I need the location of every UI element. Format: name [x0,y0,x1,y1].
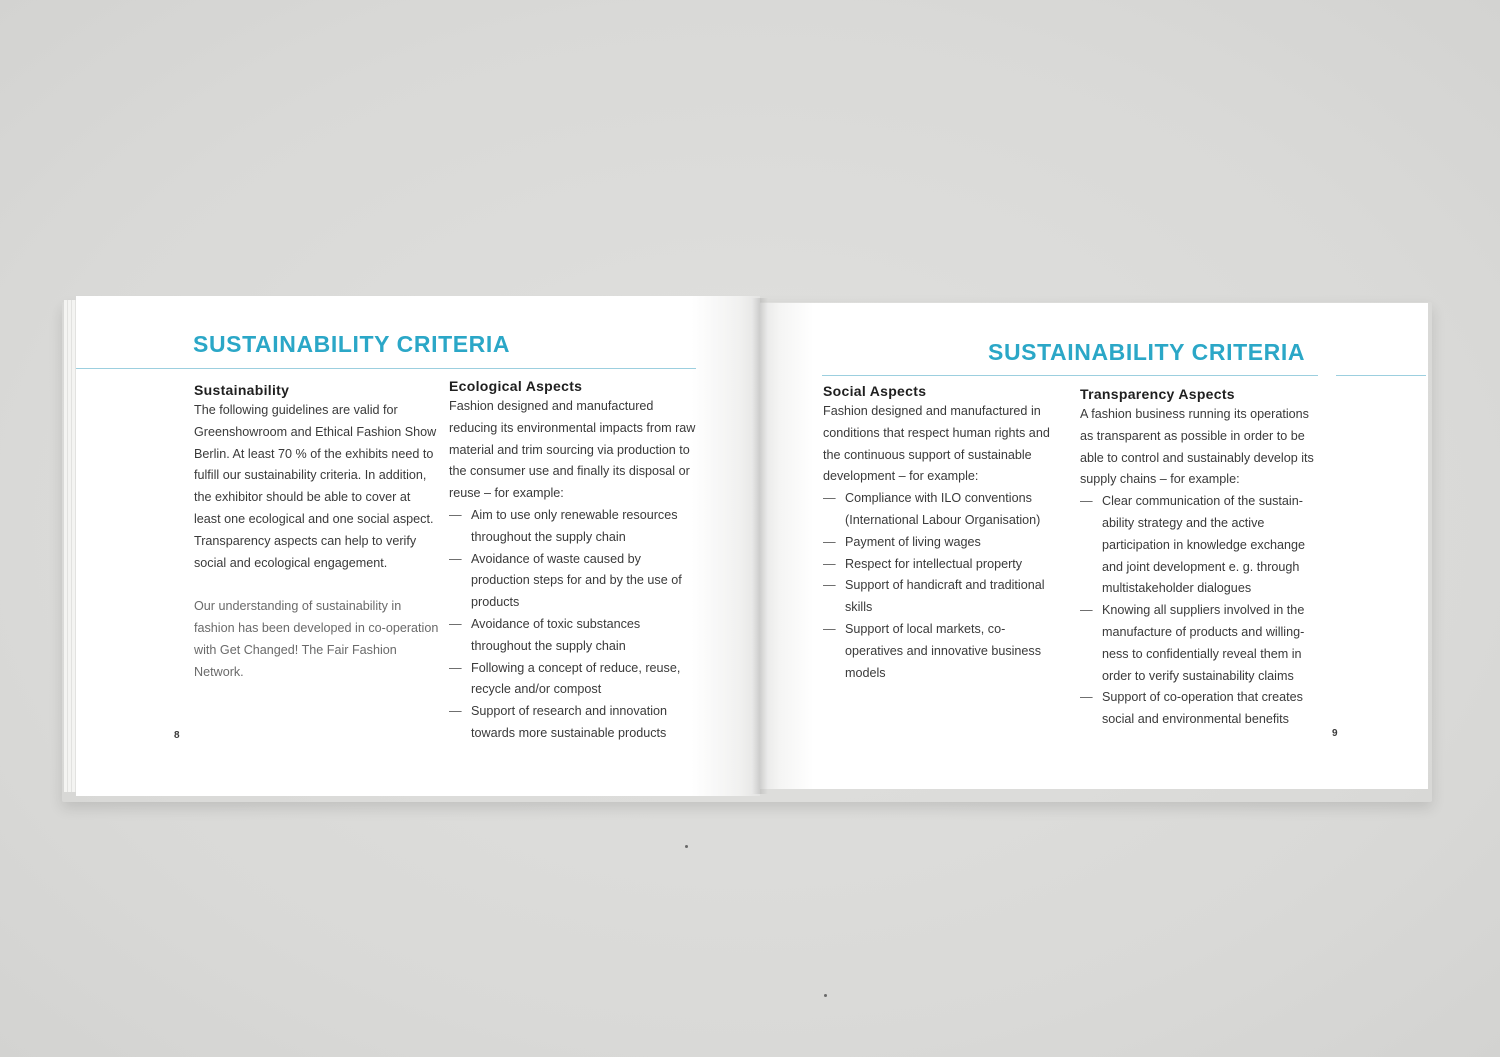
social-item: — Support of local markets, co-operatives and innovative business models [823,619,1061,684]
dust-speck [685,845,688,848]
ecological-column [449,376,699,745]
social-item: — Respect for intellectual property [823,554,1061,576]
social-item: — Payment of living wages [823,532,1061,554]
right-heading-rule-extension [1336,375,1426,376]
sustainability-understanding-paragraph: Our understanding of sustainability in fashion has been developed in co-operation with Get Changed! The Fair Fashion Network. [194,599,439,679]
social-item: — Support of handicraft and traditional skills [823,575,1061,619]
transparency-item: — Clear communication of the sustain-ability strategy and the active participation in knowledge exchange and joint development e. g. through multistakeholder dialogues [1080,491,1320,600]
right-page-number: 9 [1332,728,1338,739]
ecological-item: — Avoidance of toxic substances throughout the supply chain [449,614,699,658]
sustainability-title: Sustainability [194,382,290,398]
ecological-intro: Fashion designed and manufactured reducing its environmental impacts from raw material and trim sourcing via production to the consumer use and finally its disposal or reuse – for example: [449,399,696,501]
right-heading-rule [822,375,1318,376]
sustainability-column [194,380,439,683]
right-page-heading: SUSTAINABILITY CRITERIA [988,339,1306,365]
dust-speck [824,994,827,997]
ecological-title: Ecological Aspects [449,378,583,394]
left-page-heading: SUSTAINABILITY CRITERIA [193,331,511,357]
left-page-number: 8 [174,730,180,741]
ecological-item: — Avoidance of waste caused by production steps for and by the use of products [449,549,699,614]
left-heading-rule [76,368,696,369]
sustainability-paragraph: The following guidelines are valid for Greenshowroom and Ethical Fashion Show Berlin. At least 70 % of the exhibits need to fulfill our sustainability criteria. In addition, the exhibitor should be able to cover at least one ecological and one social aspect. Transparency aspects can help to verify social and ecological engagement. [194,403,437,570]
social-item: — Compliance with ILO conventions (International Labour Organisation) [823,488,1061,532]
transparency-intro: A fashion business running its operations as transparent as possible in order to be able to control and sustainably develop its supply chains – for example: [1080,407,1314,487]
transparency-title: Transparency Aspects [1080,386,1235,402]
transparency-item: — Knowing all suppliers involved in the manufacture of products and willing-ness to confidentially reveal them in order to verify sustainability claims [1080,600,1320,687]
ecological-list [449,505,699,745]
social-column [823,381,1061,684]
transparency-list [1080,491,1320,731]
ecological-item: — Following a concept of reduce, reuse, recycle and/or compost [449,658,699,702]
social-intro: Fashion designed and manufactured in conditions that respect human rights and the continuous support of sustainable development – for example: [823,404,1050,484]
ecological-item: — Support of research and innovation towards more sustainable products [449,701,699,745]
booklet-gutter [752,298,768,794]
social-title: Social Aspects [823,383,927,399]
transparency-column [1080,384,1320,731]
social-list [823,488,1061,684]
ecological-item: — Aim to use only renewable resources throughout the supply chain [449,505,699,549]
transparency-item: — Support of co-operation that creates social and environmental benefits [1080,687,1320,731]
